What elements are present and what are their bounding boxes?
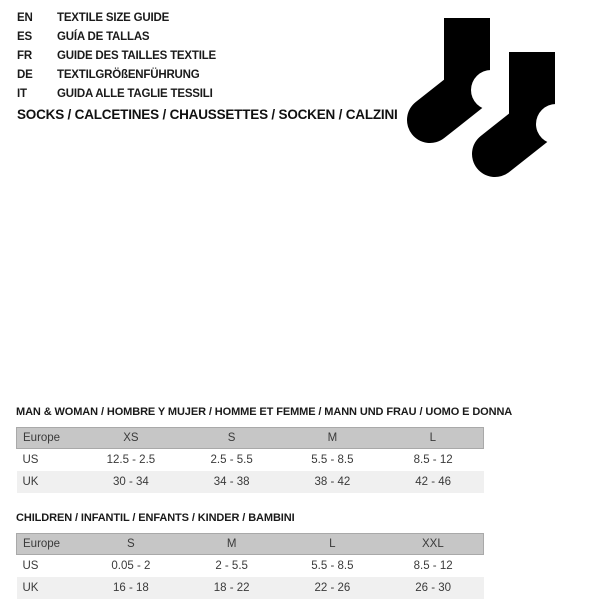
column-header-size: L (383, 428, 484, 449)
column-header-europe: Europe (17, 534, 81, 555)
region-cell: US (22, 454, 39, 466)
man-woman-size-table (16, 427, 484, 493)
language-row (17, 28, 216, 47)
size-cell: 12.5 - 2.5 (106, 454, 156, 466)
language-row (17, 85, 216, 104)
language-label: TEXTILGRÖßENFÜHRUNG (57, 69, 200, 81)
header-row (17, 534, 484, 555)
size-cell: 0.05 - 2 (111, 560, 151, 572)
region-cell: UK (22, 476, 39, 488)
size-cell: 34 - 38 (213, 476, 250, 488)
language-code: IT (17, 88, 27, 100)
size-cell: 5.5 - 8.5 (311, 454, 354, 466)
table-row-us (17, 555, 484, 578)
column-header-size: S (81, 534, 182, 555)
category-heading: SOCKS / CALCETINES / CHAUSSETTES / SOCKEN / CALZINI (17, 107, 398, 122)
language-code: ES (17, 31, 32, 43)
size-cell: 8.5 - 12 (413, 560, 453, 572)
column-header-size: XXL (383, 534, 484, 555)
header-row (17, 428, 484, 449)
language-label: GUIDA ALLE TAGLIE TESSILI (57, 88, 213, 100)
table-title-man-woman: MAN & WOMAN / HOMBRE Y MUJER / HOMME ET FEMME / MANN UND FRAU / UOMO E DONNA (16, 406, 513, 418)
region-cell: US (22, 560, 39, 572)
language-row (17, 47, 216, 66)
children-size-table (16, 533, 484, 599)
table-row-us (17, 449, 484, 472)
size-cell: 18 - 22 (213, 582, 250, 594)
table-row-uk (17, 577, 484, 599)
size-cell: 30 - 34 (112, 476, 149, 488)
language-code: DE (17, 69, 33, 81)
column-header-size: M (282, 428, 383, 449)
size-cell: 22 - 26 (314, 582, 351, 594)
column-header-size: XS (81, 428, 182, 449)
size-cell: 5.5 - 8.5 (311, 560, 354, 572)
language-code: EN (17, 12, 33, 24)
sock-left-icon (430, 18, 511, 120)
table-row-uk (17, 471, 484, 493)
column-header-size: L (282, 534, 383, 555)
table-title-children: CHILDREN / INFANTIL / ENFANTS / KINDER / BAMBINI (16, 512, 295, 524)
language-label: TEXTILE SIZE GUIDE (57, 12, 170, 24)
sock-right-icon (495, 48, 575, 154)
language-row (17, 9, 216, 28)
language-label: GUIDE DES TAILLES TEXTILE (57, 50, 216, 62)
column-header-size: S (181, 428, 282, 449)
size-cell: 2.5 - 5.5 (210, 454, 253, 466)
column-header-europe: Europe (17, 428, 81, 449)
socks-icon (395, 8, 575, 193)
size-cell: 2 - 5.5 (215, 560, 248, 572)
language-row (17, 66, 216, 85)
size-cell: 16 - 18 (112, 582, 149, 594)
language-code: FR (17, 50, 32, 62)
size-cell: 38 - 42 (314, 476, 351, 488)
size-cell: 42 - 46 (415, 476, 452, 488)
column-header-size: M (181, 534, 282, 555)
size-cell: 8.5 - 12 (413, 454, 453, 466)
language-label: GUÍA DE TALLAS (57, 31, 150, 43)
size-cell: 26 - 30 (415, 582, 452, 594)
region-cell: UK (22, 582, 39, 594)
language-list (17, 9, 216, 104)
